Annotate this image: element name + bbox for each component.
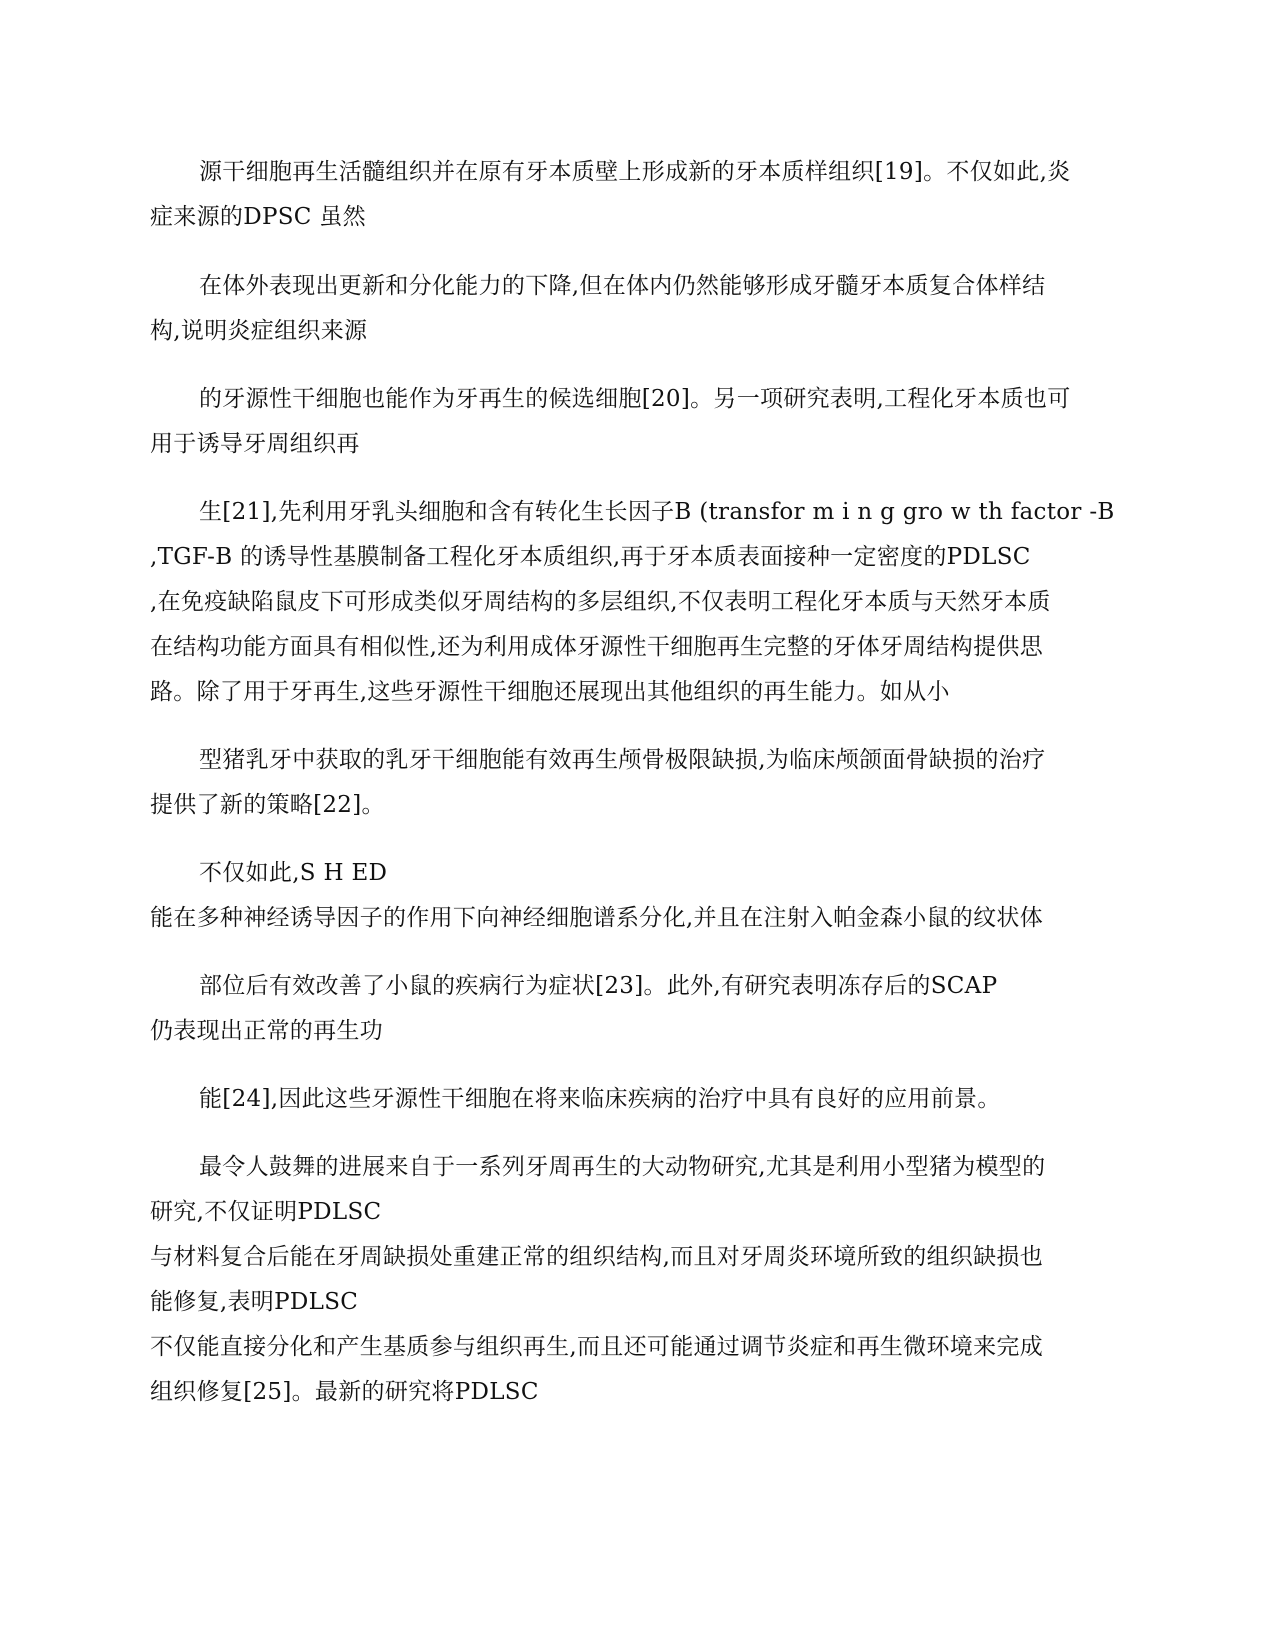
text-line: 型猪乳牙中获取的乳牙干细胞能有效再生颅骨极限缺损,为临床颅颌面骨缺损的治疗 xyxy=(199,747,1046,773)
text-line: 仍表现出正常的再生功 xyxy=(150,1018,383,1044)
text-line: 不仅能直接分化和产生基质参与组织再生,而且还可能通过调节炎症和再生微环境来完成 xyxy=(150,1334,1044,1360)
text-line: 与材料复合后能在牙周缺损处重建正常的组织结构,而且对牙周炎环境所致的组织缺损也 xyxy=(150,1244,1044,1270)
text-line: 能修复,表明PDLSC xyxy=(150,1289,359,1315)
text-line: ,在免疫缺陷鼠皮下可形成类似牙周结构的多层组织,不仅表明工程化牙本质与天然牙本质 xyxy=(150,589,1051,615)
text-line: 提供了新的策略[22]。 xyxy=(150,792,385,818)
text-line: 用于诱导牙周组织再 xyxy=(150,431,360,457)
text-line: 不仅如此,S H ED xyxy=(199,860,388,886)
text-line: 能[24],因此这些牙源性干细胞在将来临床疾病的治疗中具有良好的应用前景。 xyxy=(199,1086,1001,1112)
text-line: 在体外表现出更新和分化能力的下降,但在体内仍然能够形成牙髓牙本质复合体样结 xyxy=(199,273,1046,299)
text-line: 的牙源性干细胞也能作为牙再生的候选细胞[20]。另一项研究表明,工程化牙本质也可 xyxy=(199,386,1071,412)
text-line: 源干细胞再生活髓组织并在原有牙本质壁上形成新的牙本质样组织[19]。不仅如此,炎 xyxy=(199,159,1071,185)
text-line: 构,说明炎症组织来源 xyxy=(150,318,368,344)
text-line: 症来源的DPSC 虽然 xyxy=(150,204,366,230)
text-line: ,TGF-B 的诱导性基膜制备工程化牙本质组织,再于牙本质表面接种一定密度的PDLSC xyxy=(150,544,1031,570)
text-line: 路。除了用于牙再生,这些牙源性干细胞还展现出其他组织的再生能力。如从小 xyxy=(150,679,950,705)
text-line: 生[21],先利用牙乳头细胞和含有转化生长因子B (transfor m i n g gro w th factor -B xyxy=(199,499,1115,525)
text-line: 部位后有效改善了小鼠的疾病行为症状[23]。此外,有研究表明冻存后的SCAP xyxy=(199,973,998,999)
text-line: 能在多种神经诱导因子的作用下向神经细胞谱系分化,并且在注射入帕金森小鼠的纹状体 xyxy=(150,905,1044,931)
text-line: 在结构功能方面具有相似性,还为利用成体牙源性干细胞再生完整的牙体牙周结构提供思 xyxy=(150,634,1044,660)
text-line: 研究,不仅证明PDLSC xyxy=(150,1199,382,1225)
text-line: 组织修复[25]。最新的研究将PDLSC xyxy=(150,1379,539,1405)
text-line: 最令人鼓舞的进展来自于一系列牙周再生的大动物研究,尤其是利用小型猪为模型的 xyxy=(199,1154,1046,1180)
